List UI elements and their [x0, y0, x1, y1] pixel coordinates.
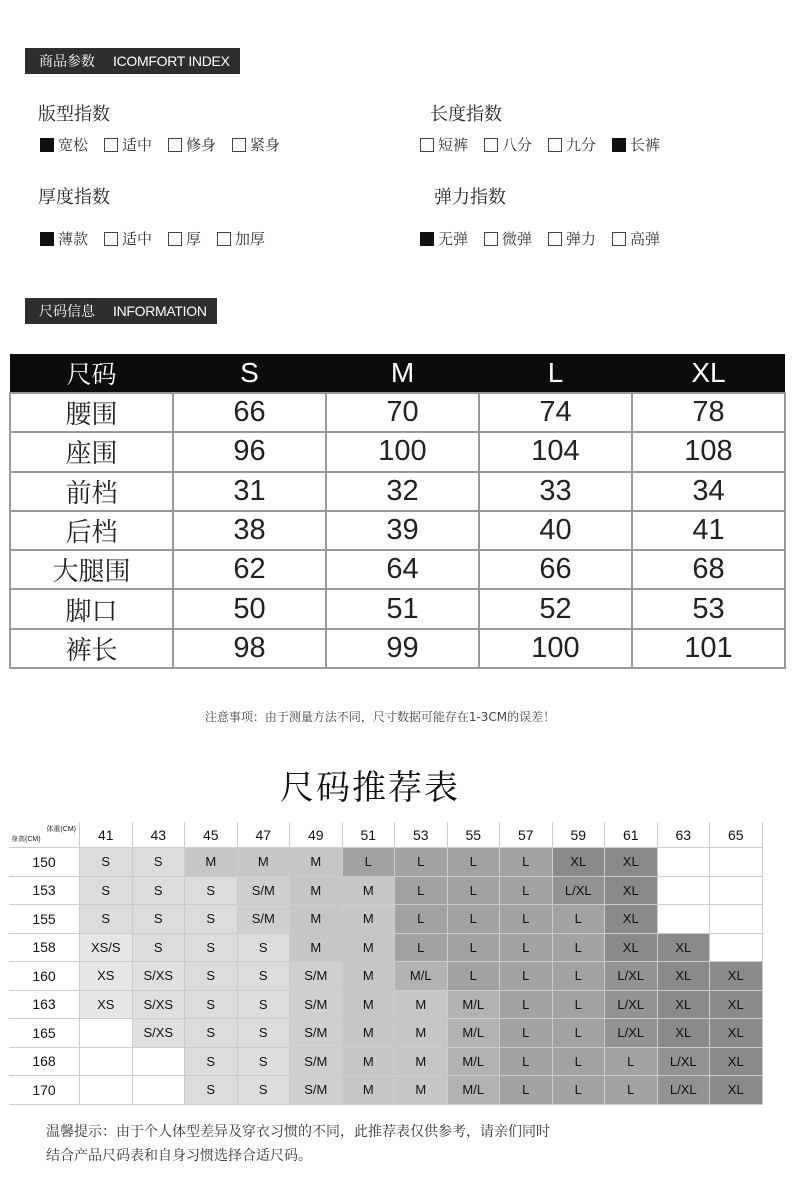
recommended-size-cell: S: [133, 848, 186, 877]
header-m: M: [326, 354, 479, 393]
thickness-index: [38, 183, 110, 209]
recommended-size-cell: S: [185, 1019, 238, 1048]
measure-label: 脚口: [10, 589, 173, 628]
recommended-size-cell: M: [343, 1019, 396, 1048]
recommended-size-cell: [80, 1048, 133, 1077]
recommended-size-cell: S: [80, 905, 133, 934]
recommended-size-cell: L: [500, 1076, 553, 1105]
recommended-size-cell: M: [290, 877, 343, 906]
weight-header: 55: [448, 822, 501, 848]
measure-value: 101: [632, 629, 785, 668]
weight-header: 45: [185, 822, 238, 848]
recommended-size-cell: M/L: [395, 962, 448, 991]
index-option: [548, 134, 596, 155]
recommended-size-cell: L: [553, 934, 606, 963]
section-title-cn: 尺码信息: [39, 304, 95, 320]
index-option: [168, 228, 201, 249]
index-option: [484, 228, 532, 249]
recommended-size-cell: S: [185, 991, 238, 1020]
recommended-size-cell: M/L: [448, 991, 501, 1020]
index-option: [104, 228, 152, 249]
recommended-size-cell: S: [238, 934, 291, 963]
unchecked-box-icon: [217, 232, 231, 246]
recommendation-title: 尺码推荐表: [280, 768, 460, 808]
recommended-size-cell: XL: [605, 877, 658, 906]
recommended-size-cell: XL: [658, 962, 711, 991]
index-option-label: 高弹: [630, 230, 661, 248]
recommended-size-cell: XL: [710, 962, 763, 991]
unchecked-box-icon: [484, 232, 498, 246]
index-option: [217, 228, 265, 249]
recommended-size-cell: [710, 848, 763, 877]
recommended-size-cell: L: [448, 962, 501, 991]
index-option: [612, 134, 660, 155]
recommended-size-cell: L: [395, 905, 448, 934]
section-title-en: INFORMATION: [113, 303, 207, 319]
index-option-label: 无弹: [438, 230, 469, 248]
recommended-size-cell: L: [500, 905, 553, 934]
recommended-size-cell: L: [395, 934, 448, 963]
recommended-size-cell: XL: [658, 934, 711, 963]
recommended-size-cell: L/XL: [658, 1048, 711, 1077]
recommended-size-cell: M: [343, 934, 396, 963]
index-option: [548, 228, 596, 249]
recommended-size-cell: S: [80, 848, 133, 877]
recommended-size-cell: L/XL: [605, 1019, 658, 1048]
recommended-size-cell: XL: [710, 1019, 763, 1048]
recommended-size-cell: XL: [605, 934, 658, 963]
unchecked-box-icon: [168, 138, 182, 152]
measure-value: 62: [173, 550, 326, 589]
recommended-size-cell: S: [238, 962, 291, 991]
recommended-size-cell: L: [553, 991, 606, 1020]
index-option-label: 紧身: [250, 136, 281, 154]
checked-box-icon: [40, 232, 54, 246]
elasticity-index-title: 弹力指数: [434, 187, 506, 208]
length-index-options: [420, 134, 676, 155]
recommended-size-cell: L: [605, 1048, 658, 1077]
recommended-size-cell: S: [238, 991, 291, 1020]
recommended-size-cell: XL: [710, 1048, 763, 1077]
index-option-label: 宽松: [58, 136, 89, 154]
index-option: [40, 228, 88, 249]
measure-value: 78: [632, 393, 785, 432]
recommended-size-cell: S/XS: [133, 991, 186, 1020]
size-recommendation-grid: [9, 822, 763, 1105]
recommended-size-cell: S: [238, 1019, 291, 1048]
unchecked-box-icon: [420, 138, 434, 152]
recommended-size-cell: M: [290, 848, 343, 877]
unchecked-box-icon: [104, 232, 118, 246]
size-information-header: [25, 298, 217, 324]
weight-header: 53: [395, 822, 448, 848]
recommended-size-cell: S: [133, 934, 186, 963]
table-row: [10, 550, 785, 589]
measure-value: 40: [479, 511, 632, 550]
recommended-size-cell: [80, 1019, 133, 1048]
recommended-size-cell: [710, 905, 763, 934]
recommended-size-cell: XL: [553, 848, 606, 877]
measure-value: 104: [479, 432, 632, 471]
checked-box-icon: [612, 138, 626, 152]
size-table: [9, 354, 786, 669]
checked-box-icon: [420, 232, 434, 246]
recommended-size-cell: L: [553, 905, 606, 934]
weight-header: 65: [710, 822, 763, 848]
unchecked-box-icon: [612, 232, 626, 246]
recommended-size-cell: L: [553, 962, 606, 991]
index-option-label: 短裤: [438, 136, 469, 154]
measure-value: 64: [326, 550, 479, 589]
recommended-size-cell: [80, 1076, 133, 1105]
recommended-size-cell: S/XS: [133, 1019, 186, 1048]
recommended-size-cell: S: [80, 877, 133, 906]
recommended-size-cell: L: [500, 848, 553, 877]
recommended-size-cell: S: [133, 877, 186, 906]
recommended-size-cell: [133, 1048, 186, 1077]
recommended-size-cell: L: [500, 1019, 553, 1048]
weight-header: 41: [80, 822, 133, 848]
recommended-size-cell: L: [448, 848, 501, 877]
recommended-size-cell: S/M: [290, 962, 343, 991]
recommended-size-cell: [658, 848, 711, 877]
measure-label: 后档: [10, 511, 173, 550]
height-label: 170: [9, 1076, 80, 1105]
measure-value: 38: [173, 511, 326, 550]
recommended-size-cell: XL: [658, 1019, 711, 1048]
measure-value: 100: [479, 629, 632, 668]
weight-header: 57: [500, 822, 553, 848]
recommended-size-cell: M: [185, 848, 238, 877]
fit-index: [38, 100, 110, 126]
recommended-size-cell: S: [185, 905, 238, 934]
measure-value: 66: [479, 550, 632, 589]
recommended-size-cell: XS: [80, 962, 133, 991]
index-option-label: 适中: [122, 230, 153, 248]
recommended-size-cell: S: [185, 877, 238, 906]
recommended-size-cell: L: [343, 848, 396, 877]
unchecked-box-icon: [484, 138, 498, 152]
recommended-size-cell: XL: [605, 905, 658, 934]
recommended-size-cell: M/L: [448, 1076, 501, 1105]
measurement-note: 注意事项：由于测量方法不同，尺寸数据可能存在1-3CM的误差！: [204, 710, 556, 724]
recommended-size-cell: M: [343, 991, 396, 1020]
recommended-size-cell: S/XS: [133, 962, 186, 991]
table-row: [10, 393, 785, 432]
unchecked-box-icon: [232, 138, 246, 152]
weight-header: 59: [553, 822, 606, 848]
measure-value: 41: [632, 511, 785, 550]
recommended-size-cell: S: [185, 1076, 238, 1105]
index-option: [420, 134, 468, 155]
weight-header: 43: [133, 822, 186, 848]
recommended-size-cell: L: [500, 991, 553, 1020]
recommended-size-cell: S/M: [290, 1048, 343, 1077]
recommended-size-cell: M: [395, 991, 448, 1020]
unchecked-box-icon: [548, 232, 562, 246]
length-index-title: 长度指数: [430, 104, 502, 125]
recommended-size-cell: L: [500, 934, 553, 963]
measure-label: 座围: [10, 432, 173, 471]
header-s: S: [173, 354, 326, 393]
height-axis-label: 身高(CM): [11, 836, 41, 843]
recommended-size-cell: L/XL: [605, 962, 658, 991]
size-table-header-row: [10, 354, 785, 393]
index-option-label: 长裤: [630, 136, 661, 154]
checked-box-icon: [40, 138, 54, 152]
recommended-size-cell: XL: [710, 991, 763, 1020]
recommended-size-cell: S/M: [238, 877, 291, 906]
measure-value: 96: [173, 432, 326, 471]
index-option-label: 九分: [566, 136, 597, 154]
index-option: [484, 134, 532, 155]
recommended-size-cell: S: [133, 905, 186, 934]
recommended-size-cell: L: [605, 1076, 658, 1105]
height-label: 153: [9, 877, 80, 906]
thickness-index-title: 厚度指数: [38, 187, 110, 208]
recommended-size-cell: [658, 877, 711, 906]
recommended-size-cell: S: [185, 1048, 238, 1077]
unchecked-box-icon: [548, 138, 562, 152]
recommended-size-cell: L: [500, 877, 553, 906]
index-option-label: 八分: [502, 136, 533, 154]
height-label: 168: [9, 1048, 80, 1077]
recommended-size-cell: S: [238, 1076, 291, 1105]
index-option: [612, 228, 660, 249]
recommended-size-cell: M: [238, 848, 291, 877]
measure-value: 100: [326, 432, 479, 471]
fit-index-options: [40, 134, 296, 155]
recommended-size-cell: M: [290, 905, 343, 934]
header-size-label: 尺码: [10, 354, 173, 393]
weight-axis-label: 体重(CM): [46, 826, 76, 833]
table-row: [10, 629, 785, 668]
measure-value: 53: [632, 589, 785, 628]
table-row: [10, 511, 785, 550]
recommended-size-cell: S/M: [290, 1076, 343, 1105]
measure-value: 66: [173, 393, 326, 432]
measure-value: 68: [632, 550, 785, 589]
index-option-label: 弹力: [566, 230, 597, 248]
recommended-size-cell: XS: [80, 991, 133, 1020]
index-option-label: 修身: [186, 136, 217, 154]
recommended-size-cell: L: [500, 962, 553, 991]
recommended-size-cell: M/L: [448, 1048, 501, 1077]
recommended-size-cell: M/L: [448, 1019, 501, 1048]
recommended-size-cell: L: [553, 1076, 606, 1105]
recommended-size-cell: M: [343, 1048, 396, 1077]
recommended-size-cell: L/XL: [605, 991, 658, 1020]
recommended-size-cell: M: [395, 1048, 448, 1077]
measure-value: 32: [326, 472, 479, 511]
recommended-size-cell: XS/S: [80, 934, 133, 963]
index-option: [420, 228, 468, 249]
thickness-index-options: [40, 228, 281, 249]
index-option-label: 适中: [122, 136, 153, 154]
recommended-size-cell: L/XL: [553, 877, 606, 906]
tip-line: 结合产品尺码表和自身习惯选择合适尺码。: [46, 1148, 312, 1164]
recommended-size-cell: XL: [605, 848, 658, 877]
length-index: [430, 100, 502, 126]
recommended-size-cell: L: [500, 1048, 553, 1077]
measure-value: 108: [632, 432, 785, 471]
index-option: [168, 134, 216, 155]
recommended-size-cell: M: [395, 1076, 448, 1105]
recommended-size-cell: S: [185, 962, 238, 991]
height-label: 155: [9, 905, 80, 934]
recommended-size-cell: S: [238, 1048, 291, 1077]
tip-text: [46, 1120, 550, 1168]
recommended-size-cell: M: [343, 962, 396, 991]
measure-value: 74: [479, 393, 632, 432]
measure-value: 50: [173, 589, 326, 628]
table-row: [10, 432, 785, 471]
tip-line: 温馨提示：由于个人体型差异及穿衣习惯的不同，此推荐表仅供参考，请亲们同时: [46, 1124, 550, 1140]
recommended-size-cell: L: [448, 934, 501, 963]
height-label: 165: [9, 1019, 80, 1048]
measure-value: 34: [632, 472, 785, 511]
weight-header: 61: [605, 822, 658, 848]
unchecked-box-icon: [104, 138, 118, 152]
header-xl: XL: [632, 354, 785, 393]
section-title-cn: 商品参数: [39, 54, 95, 70]
measure-label: 腰围: [10, 393, 173, 432]
measure-label: 大腿围: [10, 550, 173, 589]
table-row: [10, 589, 785, 628]
measure-value: 51: [326, 589, 479, 628]
measure-label: 前档: [10, 472, 173, 511]
recommended-size-cell: L: [448, 905, 501, 934]
recommended-size-cell: S: [185, 934, 238, 963]
comfort-index-header: [25, 48, 240, 74]
weight-header: 51: [343, 822, 396, 848]
recommended-size-cell: L: [553, 1048, 606, 1077]
section-title-en: ICOMFORT INDEX: [113, 53, 230, 69]
recommended-size-cell: L: [395, 877, 448, 906]
measure-label: 裤长: [10, 629, 173, 668]
weight-header: 49: [290, 822, 343, 848]
recommended-size-cell: L: [553, 1019, 606, 1048]
corner-cell: [9, 822, 80, 848]
weight-header: 47: [238, 822, 291, 848]
height-label: 158: [9, 934, 80, 963]
header-l: L: [479, 354, 632, 393]
recommended-size-cell: [710, 934, 763, 963]
height-label: 163: [9, 991, 80, 1020]
recommended-size-cell: L: [448, 877, 501, 906]
index-option: [104, 134, 152, 155]
recommended-size-cell: S/M: [290, 1019, 343, 1048]
index-option-label: 薄款: [58, 230, 89, 248]
recommended-size-cell: S/M: [290, 991, 343, 1020]
recommended-size-cell: M: [290, 934, 343, 963]
table-row: [10, 472, 785, 511]
recommended-size-cell: L: [395, 848, 448, 877]
index-option-label: 厚: [186, 230, 202, 248]
recommended-size-cell: M: [343, 905, 396, 934]
height-label: 150: [9, 848, 80, 877]
unchecked-box-icon: [168, 232, 182, 246]
index-option: [232, 134, 280, 155]
elasticity-index-options: [420, 228, 676, 249]
recommended-size-cell: L/XL: [658, 1076, 711, 1105]
measure-value: 33: [479, 472, 632, 511]
recommended-size-cell: XL: [710, 1076, 763, 1105]
weight-header: 63: [658, 822, 711, 848]
measure-value: 52: [479, 589, 632, 628]
fit-index-title: 版型指数: [38, 104, 110, 125]
recommended-size-cell: S/M: [238, 905, 291, 934]
recommended-size-cell: XL: [658, 991, 711, 1020]
measure-value: 99: [326, 629, 479, 668]
recommended-size-cell: [658, 905, 711, 934]
height-label: 160: [9, 962, 80, 991]
measure-value: 39: [326, 511, 479, 550]
measure-value: 31: [173, 472, 326, 511]
measure-value: 70: [326, 393, 479, 432]
recommended-size-cell: M: [343, 1076, 396, 1105]
index-option-label: 微弹: [502, 230, 533, 248]
recommended-size-cell: [710, 877, 763, 906]
elasticity-index: [434, 183, 506, 209]
index-option: [40, 134, 88, 155]
measure-value: 98: [173, 629, 326, 668]
recommended-size-cell: M: [343, 877, 396, 906]
index-option-label: 加厚: [235, 230, 266, 248]
recommended-size-cell: [133, 1076, 186, 1105]
recommended-size-cell: M: [395, 1019, 448, 1048]
